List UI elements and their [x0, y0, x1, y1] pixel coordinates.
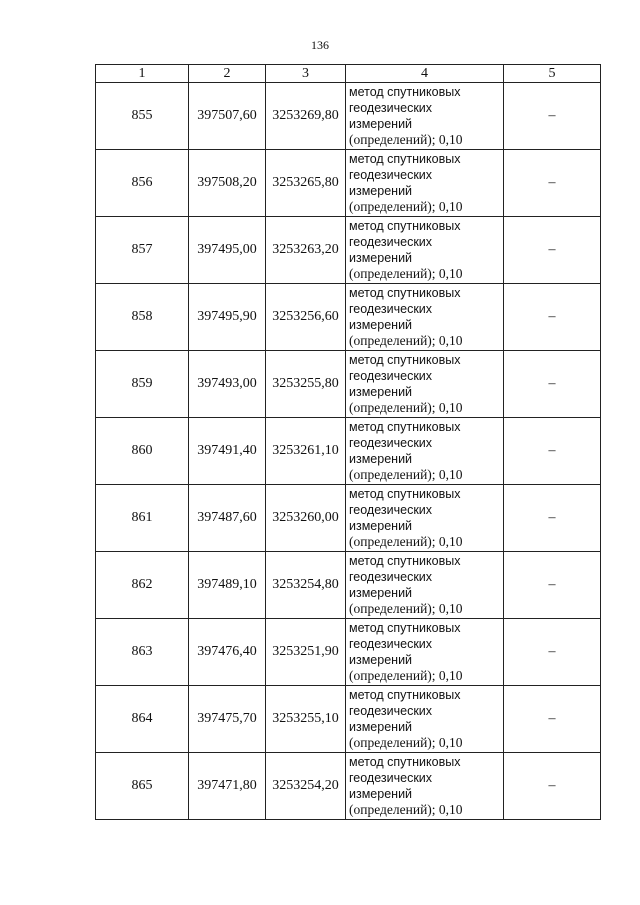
method-line: измерений	[349, 720, 413, 734]
method-cell	[346, 686, 504, 753]
x-coordinate-cell: 397491,40	[189, 418, 266, 485]
y-coordinate-cell: 3253254,20	[266, 753, 346, 820]
x-coordinate-cell: 397476,40	[189, 619, 266, 686]
method-cell	[346, 284, 504, 351]
method-line: (определений); 0,10	[349, 132, 463, 148]
note-cell: –	[504, 619, 601, 686]
y-coordinate-cell: 3253265,80	[266, 150, 346, 217]
x-coordinate-cell: 397495,00	[189, 217, 266, 284]
method-line: (определений); 0,10	[349, 199, 463, 215]
table-row	[96, 217, 601, 284]
method-line: измерений	[349, 586, 413, 600]
y-coordinate-cell: 3253255,10	[266, 686, 346, 753]
method-line: измерений	[349, 117, 413, 131]
point-number-cell: 861	[96, 485, 189, 552]
method-line: геодезических	[349, 502, 433, 517]
method-line: метод спутниковых	[349, 620, 461, 635]
method-line: геодезических	[349, 569, 433, 584]
x-coordinate-cell: 397471,80	[189, 753, 266, 820]
y-coordinate-cell: 3253261,10	[266, 418, 346, 485]
note-cell: –	[504, 686, 601, 753]
method-cell	[346, 351, 504, 418]
method-line: метод спутниковых	[349, 687, 461, 702]
method-line: (определений); 0,10	[349, 333, 463, 349]
method-line: метод спутниковых	[349, 352, 461, 367]
method-line: метод спутниковых	[349, 419, 461, 434]
table-row	[96, 284, 601, 351]
method-cell	[346, 217, 504, 284]
method-line: (определений); 0,10	[349, 802, 463, 818]
point-number-cell: 857	[96, 217, 189, 284]
method-line: измерений	[349, 251, 413, 265]
note-cell: –	[504, 150, 601, 217]
method-line: геодезических	[349, 368, 433, 383]
note-cell: –	[504, 418, 601, 485]
note-cell: –	[504, 217, 601, 284]
method-line: (определений); 0,10	[349, 735, 463, 751]
method-line: геодезических	[349, 703, 433, 718]
x-coordinate-cell: 397487,60	[189, 485, 266, 552]
method-cell	[346, 619, 504, 686]
method-line: геодезических	[349, 100, 433, 115]
table-row	[96, 418, 601, 485]
note-cell: –	[504, 485, 601, 552]
method-line: метод спутниковых	[349, 285, 461, 300]
method-line: измерений	[349, 385, 413, 399]
method-line: геодезических	[349, 636, 433, 651]
x-coordinate-cell: 397475,70	[189, 686, 266, 753]
method-line: измерений	[349, 318, 413, 332]
point-number-cell: 858	[96, 284, 189, 351]
method-line: геодезических	[349, 301, 433, 316]
note-cell: –	[504, 83, 601, 150]
table-row	[96, 485, 601, 552]
method-cell	[346, 753, 504, 820]
column-header-4: 4	[346, 65, 504, 83]
method-line: измерений	[349, 452, 413, 466]
method-line: (определений); 0,10	[349, 266, 463, 282]
table-row	[96, 150, 601, 217]
x-coordinate-cell: 397489,10	[189, 552, 266, 619]
coordinates-table	[95, 64, 601, 820]
table-row	[96, 753, 601, 820]
y-coordinate-cell: 3253269,80	[266, 83, 346, 150]
method-line: геодезических	[349, 234, 433, 249]
point-number-cell: 863	[96, 619, 189, 686]
method-line: метод спутниковых	[349, 553, 461, 568]
point-number-cell: 856	[96, 150, 189, 217]
method-cell	[346, 83, 504, 150]
method-line: геодезических	[349, 770, 433, 785]
method-line: геодезических	[349, 435, 433, 450]
method-line: (определений); 0,10	[349, 400, 463, 416]
y-coordinate-cell: 3253254,80	[266, 552, 346, 619]
method-line: (определений); 0,10	[349, 601, 463, 617]
table-row	[96, 619, 601, 686]
x-coordinate-cell: 397508,20	[189, 150, 266, 217]
table-row	[96, 83, 601, 150]
table-row	[96, 552, 601, 619]
method-line: метод спутниковых	[349, 486, 461, 501]
y-coordinate-cell: 3253256,60	[266, 284, 346, 351]
note-cell: –	[504, 753, 601, 820]
point-number-cell: 862	[96, 552, 189, 619]
column-header-3: 3	[266, 65, 346, 83]
point-number-cell: 860	[96, 418, 189, 485]
method-cell	[346, 418, 504, 485]
note-cell: –	[504, 284, 601, 351]
method-line: (определений); 0,10	[349, 467, 463, 483]
note-cell: –	[504, 351, 601, 418]
page-number: 136	[311, 38, 329, 52]
method-line: метод спутниковых	[349, 151, 461, 166]
x-coordinate-cell: 397495,90	[189, 284, 266, 351]
table-row	[96, 351, 601, 418]
point-number-cell: 865	[96, 753, 189, 820]
point-number-cell: 859	[96, 351, 189, 418]
method-line: (определений); 0,10	[349, 534, 463, 550]
method-line: (определений); 0,10	[349, 668, 463, 684]
method-cell	[346, 552, 504, 619]
y-coordinate-cell: 3253263,20	[266, 217, 346, 284]
header-row	[96, 65, 601, 83]
method-line: измерений	[349, 787, 413, 801]
column-header-5: 5	[504, 65, 601, 83]
method-line: метод спутниковых	[349, 84, 461, 99]
x-coordinate-cell: 397493,00	[189, 351, 266, 418]
note-cell: –	[504, 552, 601, 619]
table-row	[96, 686, 601, 753]
y-coordinate-cell: 3253251,90	[266, 619, 346, 686]
method-line: геодезических	[349, 167, 433, 182]
method-line: метод спутниковых	[349, 754, 461, 769]
method-line: измерений	[349, 184, 413, 198]
point-number-cell: 864	[96, 686, 189, 753]
column-header-1: 1	[96, 65, 189, 83]
method-line: измерений	[349, 519, 413, 533]
method-line: измерений	[349, 653, 413, 667]
point-number-cell: 855	[96, 83, 189, 150]
method-line: метод спутниковых	[349, 218, 461, 233]
method-cell	[346, 150, 504, 217]
method-cell	[346, 485, 504, 552]
column-header-2: 2	[189, 65, 266, 83]
y-coordinate-cell: 3253260,00	[266, 485, 346, 552]
y-coordinate-cell: 3253255,80	[266, 351, 346, 418]
x-coordinate-cell: 397507,60	[189, 83, 266, 150]
